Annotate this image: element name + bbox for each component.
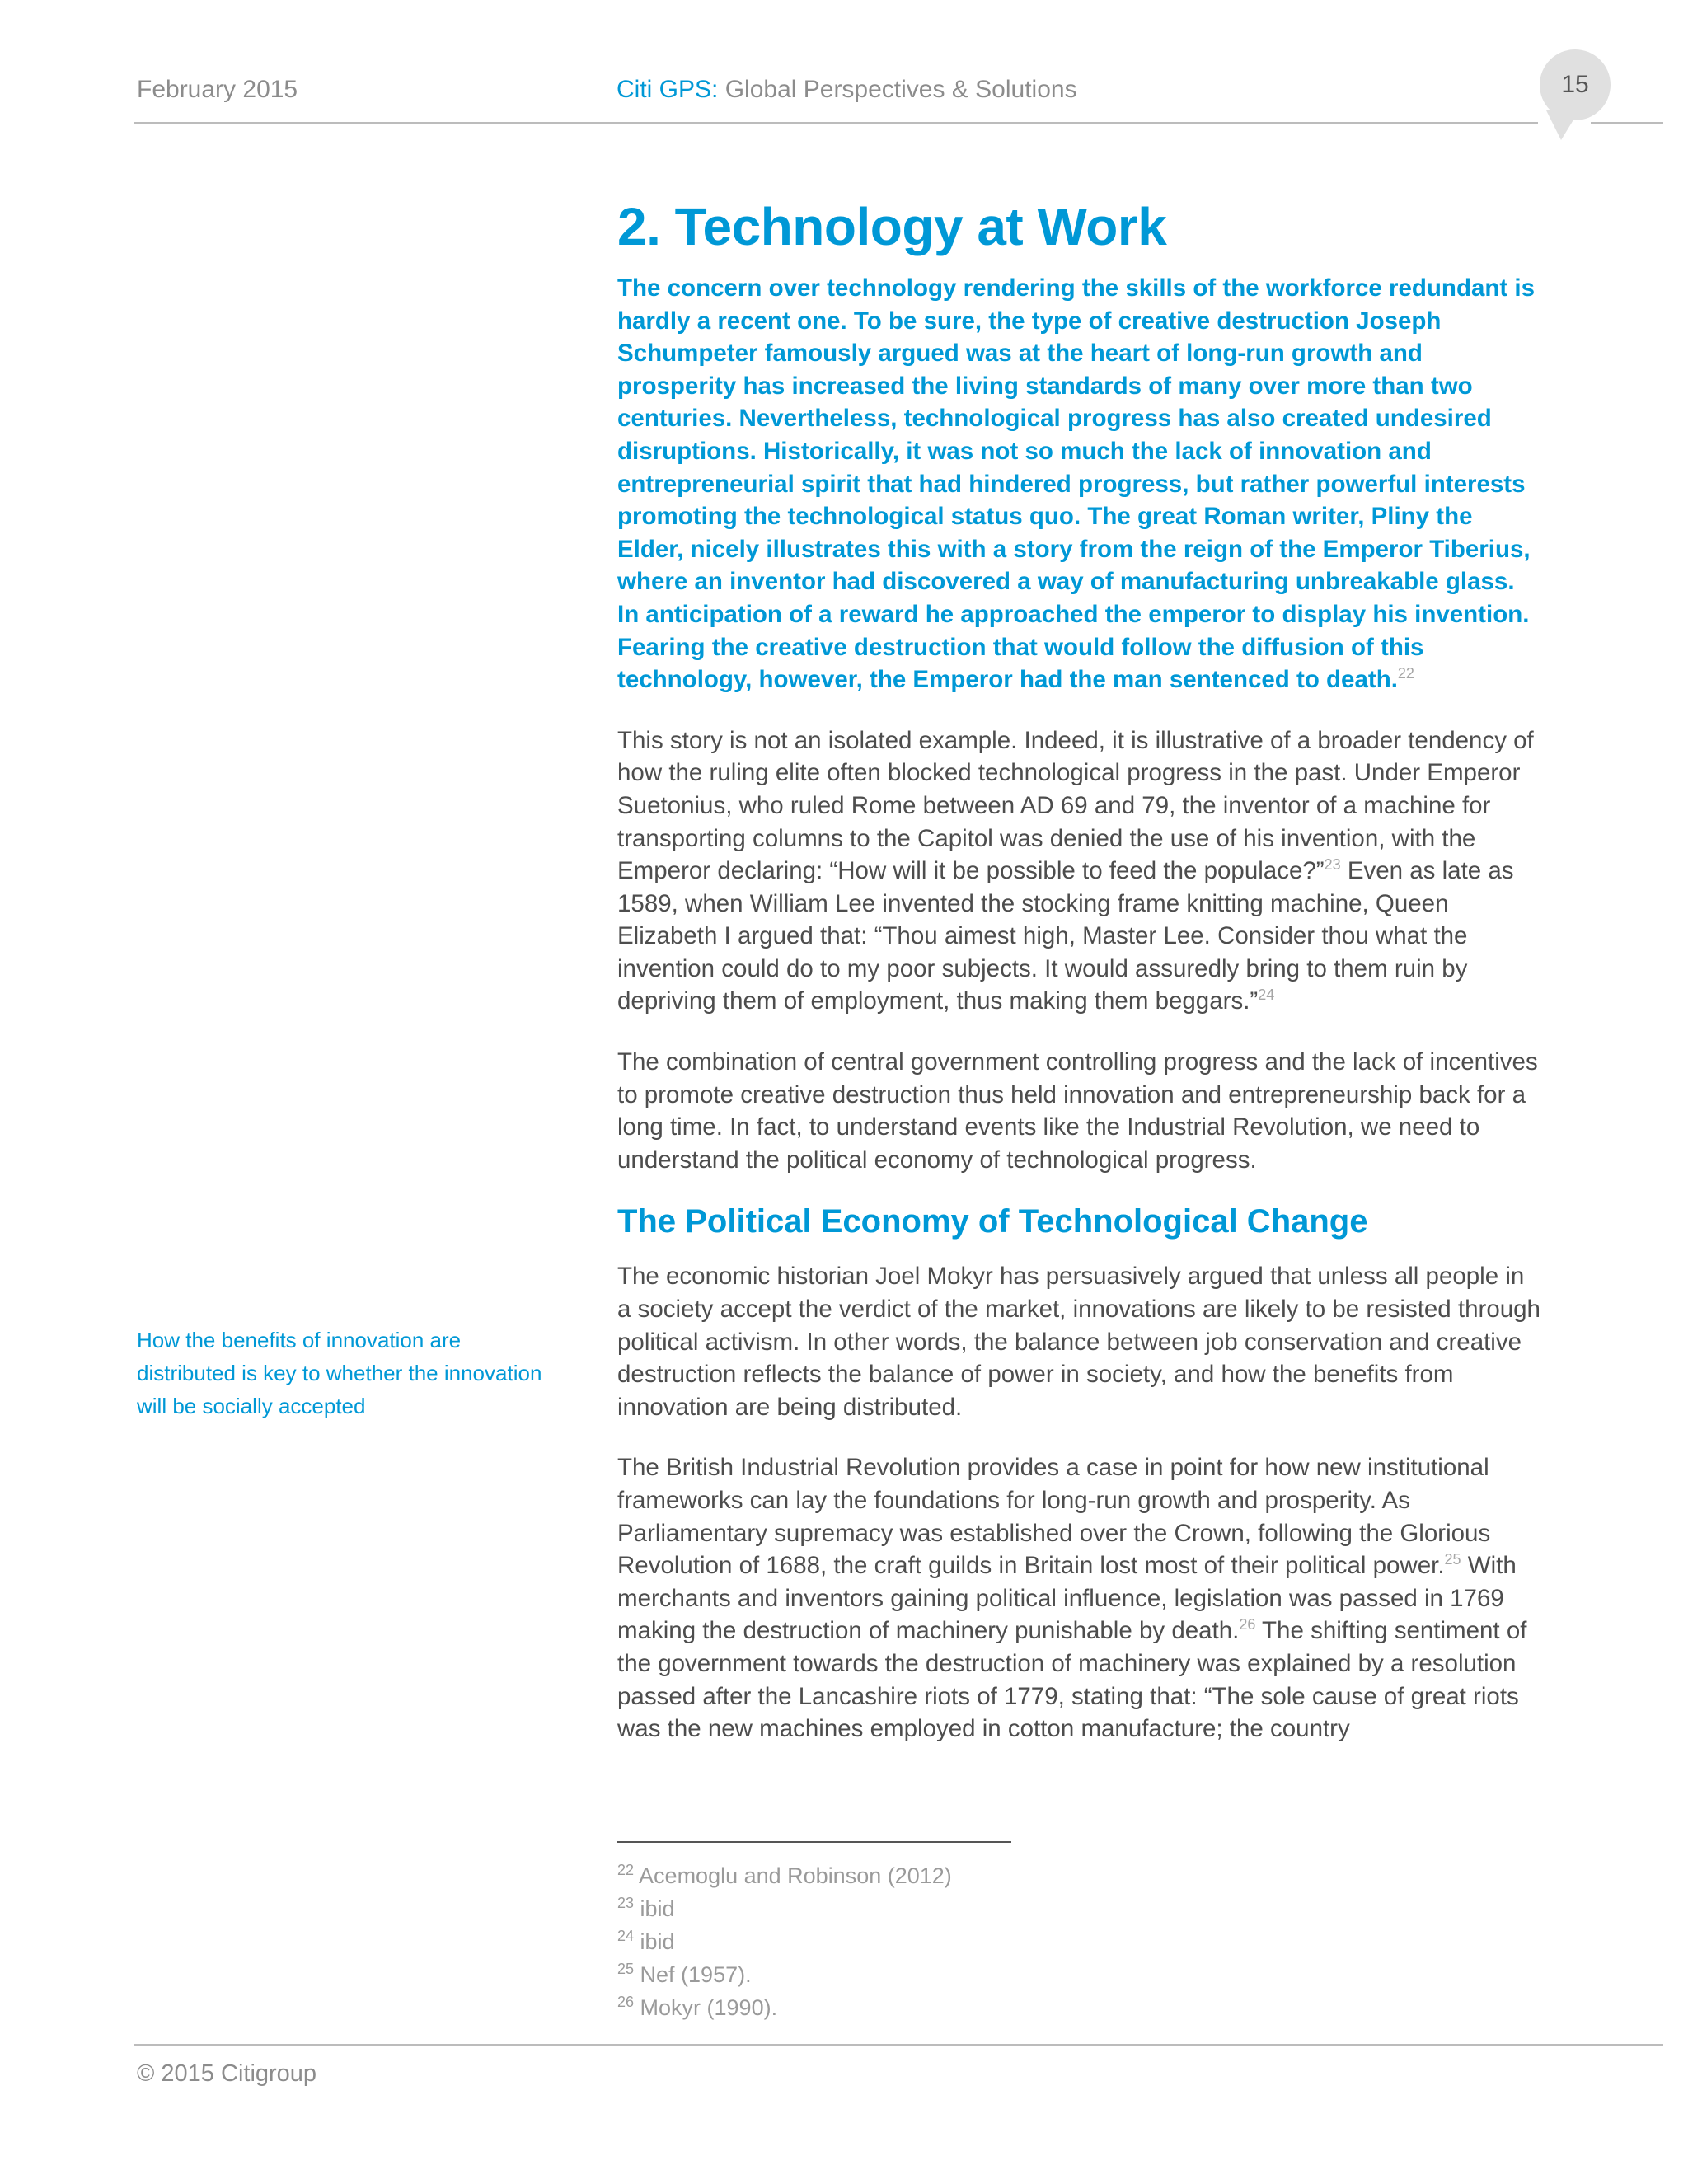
footnote-text: Mokyr (1990). [634, 1995, 778, 2020]
article [617, 194, 1540, 1746]
footnote-number: 26 [617, 1994, 635, 2010]
footer-rule [134, 2044, 1663, 2046]
footnote [617, 1991, 1277, 2024]
header-date: February 2015 [137, 76, 298, 103]
footnotes [617, 1859, 1277, 2024]
footnote-number: 22 [617, 1862, 635, 1878]
footnote-text: Acemoglu and Robinson (2012) [634, 1863, 952, 1888]
paragraph-4 [617, 1451, 1540, 1745]
copyright: © 2015 Citigroup [137, 2060, 317, 2087]
brand-prefix: Citi GPS: [617, 76, 719, 103]
footnote-ref-23[interactable]: 23 [1324, 856, 1341, 874]
article-title: 2. Technology at Work [617, 197, 1167, 256]
header-brand [617, 76, 1077, 104]
footnote-divider [617, 1841, 1011, 1843]
paragraph-1 [617, 724, 1540, 1018]
paragraph-2: The combination of central government controlling progress and the lack of incentives to promote creative destruction thus held innovation and entrepreneurship back for a long time. In fact, to understand events like the Industrial Revolution, we need to understand the political economy of technological progress. [617, 1048, 1538, 1174]
page-number-badge: 15 [1540, 49, 1611, 120]
sidebar-note: How the benefits of innovation are distributed is key to whether the innovation will be socially accepted [137, 1328, 542, 1418]
header-rule-right [1591, 122, 1663, 124]
footnote-ref-24[interactable]: 24 [1258, 987, 1275, 1004]
footnote-number: 23 [617, 1895, 635, 1911]
footnote-text: Nef (1957). [634, 1962, 752, 1987]
section-heading: The Political Economy of Technological Change [617, 1203, 1368, 1240]
footnote-text: ibid [634, 1896, 675, 1921]
footnote [617, 1892, 1277, 1925]
paragraph-3: The economic historian Joel Mokyr has persuasively argued that unless all people in a society accept the verdict of the market, innovations are likely to be resisted through political activism. In other words, the balance between job conservation and creative destruction reflects the balance of power in society, and how the benefits from innovation are being distributed. [617, 1263, 1540, 1421]
header-rule [134, 122, 1538, 124]
brand-suffix: Global Perspectives & Solutions [718, 76, 1077, 103]
footnote-text: ibid [634, 1929, 675, 1954]
footnote [617, 1859, 1277, 1892]
paragraph-1-text-a: This story is not an isolated example. Indeed, it is illustrative of a broader tendency of how the ruling elite often blocked technological progress in the past. Under Emperor Suetonius, who ruled Rome between AD 69 and 79, the inventor of a machine for transporting columns to the Capitol was denied the use of his invention, with the Emperor declaring: “How will it be possible to feed the populace?” [617, 726, 1534, 885]
footnote-ref-22[interactable]: 22 [1397, 665, 1414, 682]
paragraph-1-text-b: Even as late as 1589, when William Lee invented the stocking frame knitting machine, Queen Elizabeth I argued that: “Thou aimest high, Master Lee. Consider thou what the invention could do to my poor subjects. It would assuredly bring to them ruin by depriving them of employment, thus making them beggars.” [617, 857, 1514, 1015]
paragraph-4-text-c: The shifting sentiment of the government towards the destruction of machinery was explained by a resolution passed after the Lancashire riots of 1779, stating that: “The sole cause of great riots was the new machines employed in cotton manufacture; the country [617, 1617, 1527, 1743]
footnote-ref-26[interactable]: 26 [1239, 1616, 1256, 1633]
footnote [617, 1925, 1277, 1958]
paragraph-4-text-b: With merchants and inventors gaining political influence, legislation was passed in 1769 making the destruction of machinery punishable by death. [617, 1552, 1517, 1645]
footnote-number: 25 [617, 1961, 635, 1977]
lead-text: The concern over technology rendering the skills of the workforce redundant is hardly a recent one. To be sure, the type of creative destruction Joseph Schumpeter famously argued was at the heart of long-run growth and prosperity has increased the living standards of many over more than two centuries. Nevertheless, technological progress has also created undesired disruptions. Historically, it was not so much the lack of innovation and entrepreneurial spirit that had hindered progress, but rather powerful interests promoting the technological status quo. The great Roman writer, Pliny the Elder, nicely illustrates this with a story from the reign of the Emperor Tiberius, where an inventor had discovered a way of manufacturing unbreakable glass. In anticipation of a reward he approached the emperor to display his invention. Fearing the creative destruction that would follow the diffusion of this technology, however, the Emperor had the man sentenced to death. [617, 274, 1536, 694]
footnote [617, 1958, 1277, 1991]
lead-paragraph [617, 272, 1540, 696]
footnote-number: 24 [617, 1928, 635, 1944]
footnote-ref-25[interactable]: 25 [1444, 1551, 1461, 1568]
paragraph-4-text-a: The British Industrial Revolution provides a case in point for how new institutional frameworks can lay the foundations for long-run growth and prosperity. As Parliamentary supremacy was established over the Crown, following the Glorious Revolution of 1688, the craft guilds in Britain lost most of their political power. [617, 1454, 1491, 1580]
